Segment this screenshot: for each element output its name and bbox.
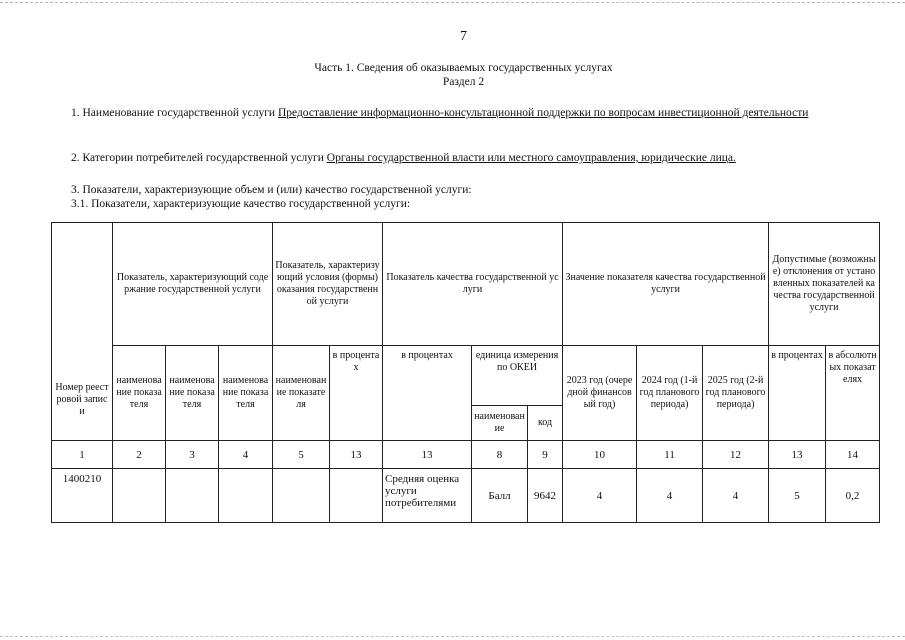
condition-indicator-cell	[273, 469, 330, 523]
value-2024-cell: 4	[637, 469, 703, 523]
value-2025-cell: 4	[703, 469, 769, 523]
condition-percent-cell	[330, 469, 383, 523]
column-number: 11	[637, 441, 703, 469]
unit-name-cell: Балл	[472, 469, 528, 523]
header-unit-okei: единица измерения по ОКЕИ	[472, 346, 563, 406]
header-indicator-name-4: наименование показателя	[273, 346, 330, 441]
header-unit-code: код	[528, 406, 563, 441]
registry-number-cell: 1400210	[52, 469, 113, 523]
column-number: 13	[330, 441, 383, 469]
column-number-row	[52, 441, 880, 469]
deviation-percent-cell: 5	[769, 469, 826, 523]
header-in-percent-quality: в процентах	[383, 346, 472, 441]
column-number: 13	[769, 441, 826, 469]
content-indicator-cell	[219, 469, 273, 523]
quality-indicator-name-cell: Средняя оценка услуги потребителями	[383, 469, 472, 523]
column-number: 2	[113, 441, 166, 469]
value-2023-cell: 4	[563, 469, 637, 523]
header-unit-name: наименование	[472, 406, 528, 441]
header-indicator-name-1: наименование показателя	[113, 346, 166, 441]
deviation-absolute-cell: 0,2	[826, 469, 880, 523]
quality-indicators-heading: 3.1. Показатели, характеризующие качество государственной услуги:	[71, 198, 411, 210]
service-name-value: Предоставление информационно-консультационной поддержки по вопросам инвестиционной деятельности	[277, 107, 809, 119]
column-number: 12	[703, 441, 769, 469]
header-quality-indicator: Показатель качества государственной услуги	[383, 223, 563, 346]
service-name-label: 1. Наименование государственной услуги	[71, 107, 276, 119]
column-number: 9	[528, 441, 563, 469]
header-year-2024: 2024 год (1-й год планового периода)	[637, 346, 703, 441]
column-number: 14	[826, 441, 880, 469]
header-year-2025: 2025 год (2-й год планового периода)	[703, 346, 769, 441]
unit-code-cell: 9642	[528, 469, 563, 523]
indicators-heading: 3. Показатели, характеризующие объем и (или) качество государственной услуги:	[71, 184, 472, 196]
header-indicator-name-3: наименование показателя	[219, 346, 273, 441]
header-in-percent: в процентах	[330, 346, 383, 441]
consumer-categories-value: Органы государственной власти или местного самоуправления, юридические лица.	[326, 152, 736, 164]
scan-edge-top	[0, 2, 905, 4]
quality-indicators-table	[51, 222, 880, 523]
header-deviation-absolute: в абсолютных показателях	[826, 346, 880, 441]
page-number: 7	[460, 29, 467, 44]
table-subheader-row	[52, 346, 880, 406]
content-indicator-cell	[166, 469, 219, 523]
header-condition-indicator: Показатель, характеризующий условия (формы) оказания государственной услуги	[273, 223, 383, 346]
header-deviation-percent: в процентах	[769, 346, 826, 441]
consumer-categories-paragraph	[71, 151, 856, 165]
table-header-row	[52, 223, 880, 346]
consumer-categories-label: 2. Категории потребителей государственной услуги	[71, 152, 324, 164]
column-number: 13	[383, 441, 472, 469]
column-number: 10	[563, 441, 637, 469]
header-indicator-name-2: наименование показателя	[166, 346, 219, 441]
header-registry-number: Номер реестровой записи	[52, 223, 113, 441]
header-content-indicator: Показатель, характеризующий содержание государственной услуги	[113, 223, 273, 346]
header-year-2023: 2023 год (очередной финансовый год)	[563, 346, 637, 441]
column-number: 4	[219, 441, 273, 469]
scan-edge-bottom	[0, 636, 905, 638]
table-row	[52, 469, 880, 523]
column-number: 3	[166, 441, 219, 469]
column-number: 1	[52, 441, 113, 469]
service-name-paragraph	[71, 106, 856, 120]
section-title: Раздел 2	[442, 76, 485, 88]
content-indicator-cell	[113, 469, 166, 523]
header-quality-value: Значение показателя качества государственной услуги	[563, 223, 769, 346]
part-title: Часть 1. Сведения об оказываемых государственных услугах	[314, 62, 613, 74]
column-number: 5	[273, 441, 330, 469]
column-number: 8	[472, 441, 528, 469]
header-allowed-deviation: Допустимые (возможные) отклонения от установленных показателей качества государственной услуги	[769, 223, 880, 346]
